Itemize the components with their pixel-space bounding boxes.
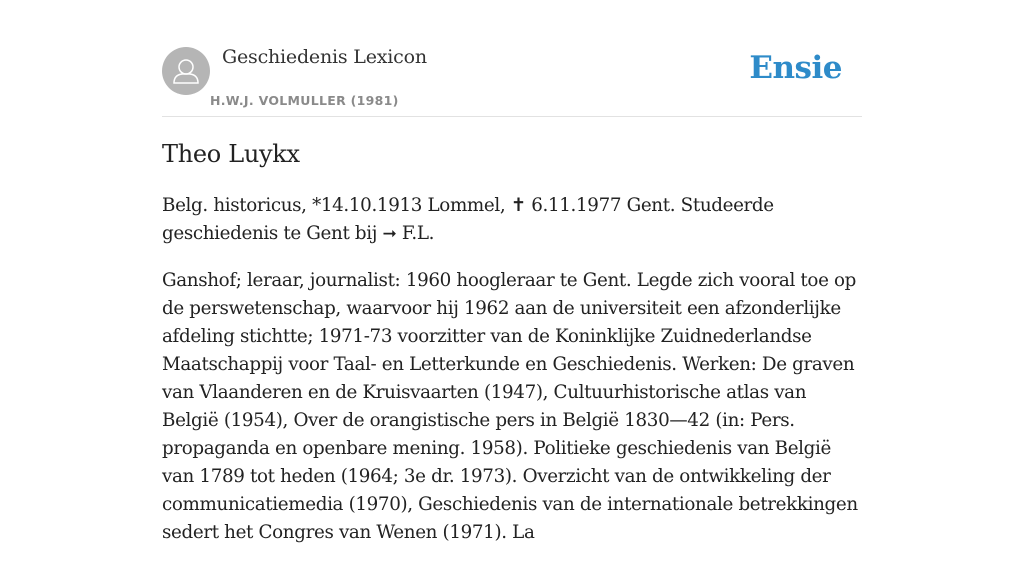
entry-paragraph: Ganshof; leraar, journalist: 1960 hoogleraar te Gent. Legde zich vooral toe op de perswetenschap, waarvoor hij 1962 aan de universiteit een afzonderlijke afdeling stichtte; 1971-73 voorzitter van de Koninklijke Zuidnederlandse Maatschappij voor Taal- en Letterkunde en Geschiedenis. Werken: De graven van Vlaanderen en de Kruisvaarten (1947), Cultuurhistorische atlas van België (1954), Over de orangistische pers in België 1830—42 (in: Pers. propaganda en openbare mening. 1958). Politieke geschiedenis van België van 1789 tot heden (1964; 3e dr. 1973). Overzicht van de ontwikkeling der communicatiemedia (1970), Geschiedenis van de internationale betrekkingen sedert het Congres van Wenen (1971). La xyxy=(162,270,858,543)
user-icon xyxy=(162,47,210,95)
entry-content xyxy=(162,192,862,566)
entry-title: Theo Luykx xyxy=(162,140,300,168)
book-title[interactable]: Geschiedenis Lexicon xyxy=(222,46,427,68)
arrow-icon: ➞ xyxy=(382,224,397,244)
brand-logo[interactable]: Ensie xyxy=(749,50,842,86)
cross-reference-link[interactable]: F.L. xyxy=(396,223,435,244)
paragraph-text: Belg. historicus, *14.10.1913 Lommel, ✝ 6.11.1977 Gent. Studeerde geschiedenis te Gent bij xyxy=(162,195,774,244)
header xyxy=(162,0,862,117)
entry-paragraph xyxy=(162,192,862,248)
book-author[interactable]: H.W.J. VOLMULLER (1981) xyxy=(210,93,399,108)
avatar[interactable] xyxy=(162,47,210,95)
